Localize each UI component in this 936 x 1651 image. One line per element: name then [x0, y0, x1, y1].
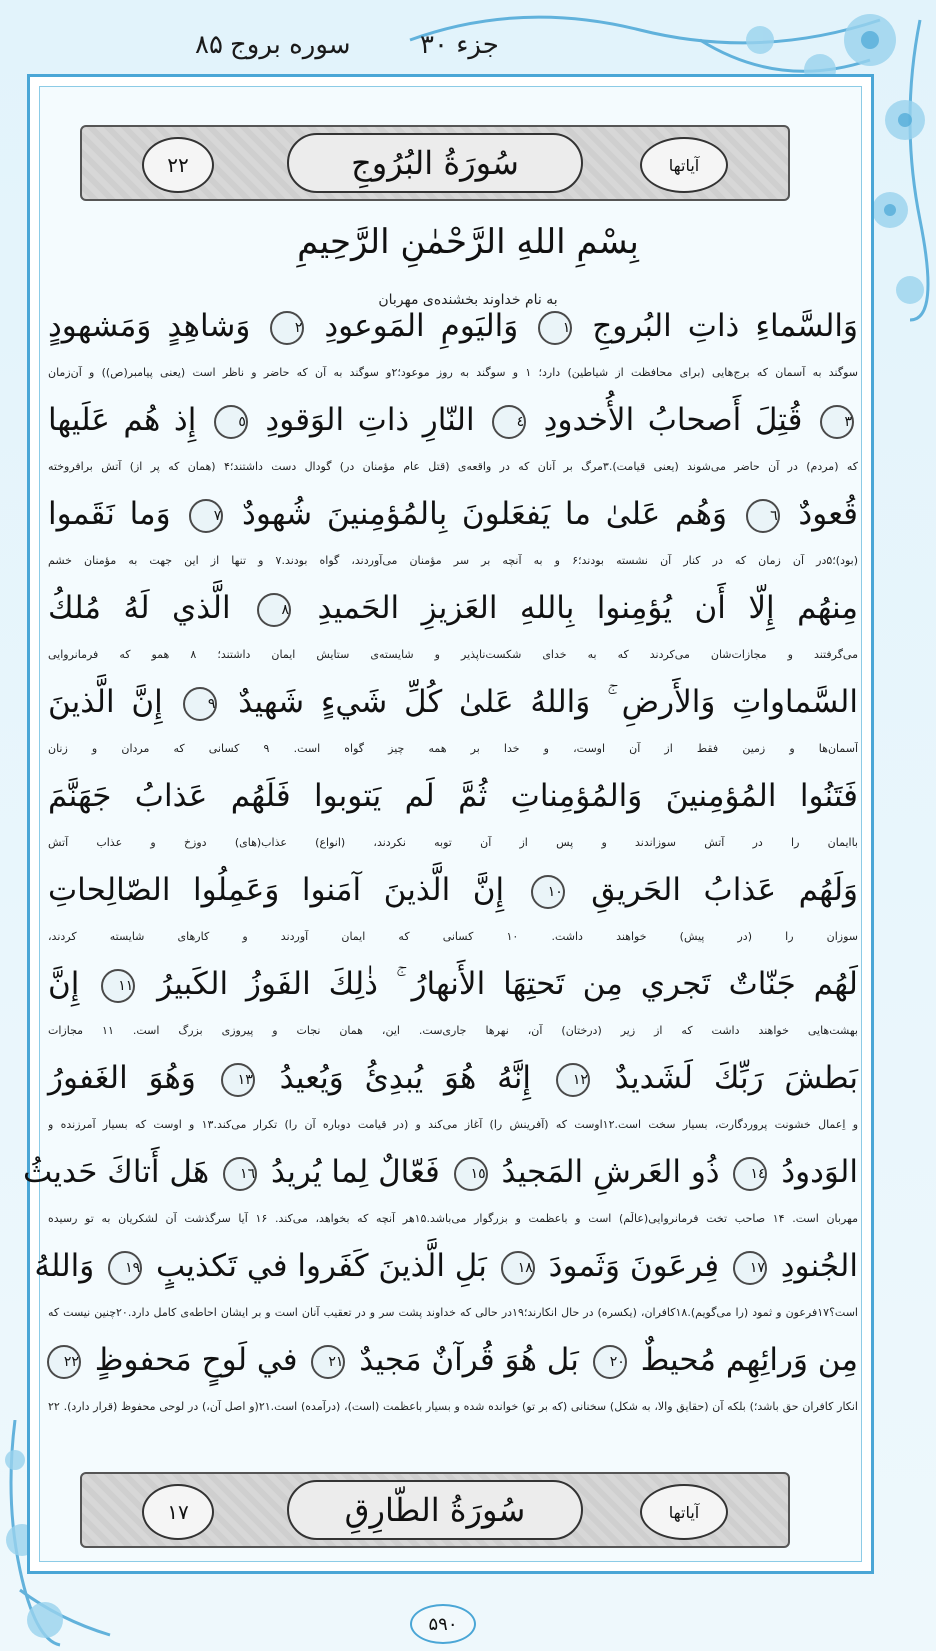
next-ayat-count-badge: ۱۷: [142, 1484, 214, 1540]
ayah-marker: ٣: [820, 405, 854, 439]
persian-translation: باایمان را در آتش سوزاندند و پس از آن توبه نکردند، (انواع) عذاب(های) دوزخ و عذاب آتش: [48, 836, 858, 849]
ayah-marker: ٩: [183, 687, 217, 721]
persian-translation: مهربان است. ۱۴ صاحب تخت فرمانروایی(عالَم) است و باعظمت و بزرگوار می‌باشد.۱۵هر آنچه که بخواهد، می‌کند. ۱۶ آیا سرگذشت آن لشکریان به تو رسیده: [48, 1212, 858, 1225]
ayah-marker: ٦: [746, 499, 780, 533]
persian-translation: آسمان‌ها و زمین فقط از آنِ اوست، و خدا بر همه چیز گواه است. ۹ کسانی که مردان و زنان: [48, 742, 858, 755]
ayah-marker: ١٦: [223, 1157, 257, 1191]
next-surah-title: سُورَةُ الطّارِقِ: [287, 1480, 583, 1540]
ayah-marker: ٢٠: [593, 1345, 627, 1379]
ayah-marker: ١٤: [733, 1157, 767, 1191]
ayah-marker: ١٣: [221, 1063, 255, 1097]
persian-translation: و اِعمال خشونت پروردگارت، بسیار سخت است.۱۲اوست که (آفرینش را) آغاز می‌کند و (در قیامت دوباره آن را) تکرار می‌کند.۱۳ و اوست که بسیار آمرزنده و: [48, 1118, 858, 1131]
persian-translation: بهشت‌هایی خواهند داشت که از زیر (درختان) آن، نهرها جاری‌ست. این، همان نجات و پیروزی بزرگ است. ۱۱ مجازات: [48, 1024, 858, 1037]
arabic-text: وَلَهُم عَذابُ الحَريقِ ١٠ إِنَّ الَّذينَ آمَنوا وَعَمِلُوا الصّالِحاتِ: [48, 872, 858, 908]
arabic-text: مِنهُم إِلّا أَن يُؤمِنوا بِاللهِ العَزيزِ الحَميدِ ٨ الَّذي لَهُ مُلكُ: [48, 590, 858, 626]
arabic-text: فَتَنُوا المُؤمِنينَ وَالمُؤمِناتِ ثُمَّ لَم يَتوبوا فَلَهُم عَذابُ جَهَنَّمَ: [48, 778, 858, 814]
arabic-text: وَالسَّماءِ ذاتِ البُروجِ ١ وَاليَومِ المَوعودِ ٢ وَشاهِدٍ وَمَشهودٍ: [48, 308, 858, 344]
ayah-marker: ٢١: [311, 1345, 345, 1379]
surah-title: سُورَةُ البُرُوجِ: [287, 133, 583, 193]
persian-translation: است؟۱۷فرعون و ثمود (را می‌گویم).۱۸کافران، (یکسره) در حال انکارند؛۱۹در حالی که خداوند پشت سر و در تعقیب آنان است و بر ایشان احاطه‌ی کامل دارد.۲۰چنین نیست که: [48, 1306, 858, 1319]
page-number: ۵۹۰: [410, 1604, 476, 1644]
arabic-text: لَهُم جَنّاتٌ تَجري مِن تَحتِهَا الأَنهارُ ۚ ذٰلِكَ الفَوزُ الكَبيرُ ١١ إِنَّ: [48, 966, 858, 1002]
persian-translation: سوگند به آسمان که برج‌هایی (برای محافظت از شیاطین) دارد؛ ۱ و سوگند به روز موعود؛۲و سوگند به آن که حاضر و ناظر است (یعنی پیامبر(ص)) و آن‌زمان: [48, 366, 858, 379]
ayah-marker: ١٨: [501, 1251, 535, 1285]
ayah-marker: ١٥: [454, 1157, 488, 1191]
persian-translation: (بود)؛۵در آن زمان که در کنار آن نشسته بودند؛۶ و به آنچه بر سر مؤمنان می‌آوردند، گواه بودند.۷ و تنها از این جهت به مؤمنان خشم: [48, 554, 858, 567]
ayah-marker: ١٩: [108, 1251, 142, 1285]
persian-translation: انکار کافران حق باشد؛) بلکه آن (حقایق والا، به شکل) سخنانی (که بر تو) خوانده شده و بسیار باعظمت (است)، (درآمده) است.۲۱(و اصل آن،) در لوحی محفوظ (قرار دارد). ۲۲: [48, 1400, 858, 1413]
persian-translation: می‌گرفتند و مجازات‌شان می‌کردند که به خدای شکست‌ناپذیر و شایسته‌ی ستایش ایمان داشتند؛ ۸ همو که فرمانروایی: [48, 648, 858, 661]
arabic-text: الوَدودُ ١٤ ذُو العَرشِ المَجيدُ ١٥ فَعّالٌ لِما يُريدُ ١٦ هَل أَتاكَ حَديثُ: [22, 1154, 858, 1190]
bismillah-translation: به نام خداوند بخشنده‌ی مهربان: [378, 292, 558, 308]
bismillah: بِسْمِ اللهِ الرَّحْمٰنِ الرَّحِيمِ: [297, 222, 639, 262]
surah-header-name: سوره بروج: [230, 30, 351, 60]
arabic-text: مِن وَرائِهِم مُحيطٌ ٢٠ بَل هُوَ قُرآنٌ مَجيدٌ ٢١ في لَوحٍ مَحفوظٍ ٢٢: [48, 1342, 858, 1379]
page-header: [0, 22, 936, 72]
ayah-marker: ١٠: [531, 875, 565, 909]
arabic-text: الجُنودِ ١٧ فِرعَونَ وَثَمودَ ١٨ بَلِ الَّذينَ كَفَروا في تَكذيبٍ ١٩ وَاللهُ: [34, 1248, 858, 1284]
juz-label: جزء ۳۰: [420, 30, 499, 60]
next-surah-banner: [80, 1472, 790, 1548]
ayat-label-badge: آیاتها: [640, 137, 728, 193]
surah-title-banner: [80, 125, 790, 201]
ayah-marker: ٢٢: [47, 1345, 81, 1379]
ayat-count-badge: ۲۲: [142, 137, 214, 193]
ayah-marker: ٨: [257, 593, 291, 627]
arabic-text: السَّماواتِ وَالأَرضِ ۚ وَاللهُ عَلىٰ كُلِّ شَيءٍ شَهيدٌ ٩ إِنَّ الَّذينَ: [48, 684, 858, 720]
surah-header-number: ۸۵: [195, 30, 223, 60]
ayah-marker: ١٧: [733, 1251, 767, 1285]
ayah-marker: ٥: [214, 405, 248, 439]
arabic-text: قُعودٌ ٦ وَهُم عَلىٰ ما يَفعَلونَ بِالمُؤمِنينَ شُهودٌ ٧ وَما نَقَموا: [48, 496, 858, 532]
persian-translation: که (مردم) در آن حاضر می‌شوند (یعنی قیامت).۳مرگ بر آنان که در واقعه‌ی (قتل عام مؤمنان در) گودال دست داشتند؛۴ (همان که پر از) آتش برافروخته: [48, 460, 858, 473]
ayah-marker: ٢: [270, 311, 304, 345]
arabic-text: ٣ قُتِلَ أَصحابُ الأُخدودِ ٤ النّارِ ذاتِ الوَقودِ ٥ إِذ هُم عَلَيها: [48, 402, 853, 438]
next-ayat-label-badge: آیاتها: [640, 1484, 728, 1540]
ayah-marker: ٤: [492, 405, 526, 439]
ayah-marker: ١: [538, 311, 572, 345]
ayah-marker: ١٢: [556, 1063, 590, 1097]
ayah-marker: ١١: [101, 969, 135, 1003]
arabic-text: بَطشَ رَبِّكَ لَشَديدٌ ١٢ إِنَّهُ هُوَ يُبدِئُ وَيُعيدُ ١٣ وَهُوَ الغَفورُ: [48, 1060, 858, 1096]
ayah-marker: ٧: [189, 499, 223, 533]
persian-translation: سوزان را (در پیش) خواهند داشت. ۱۰ کسانی که ایمان آوردند و کارهای شایسته کردند،: [48, 930, 858, 943]
